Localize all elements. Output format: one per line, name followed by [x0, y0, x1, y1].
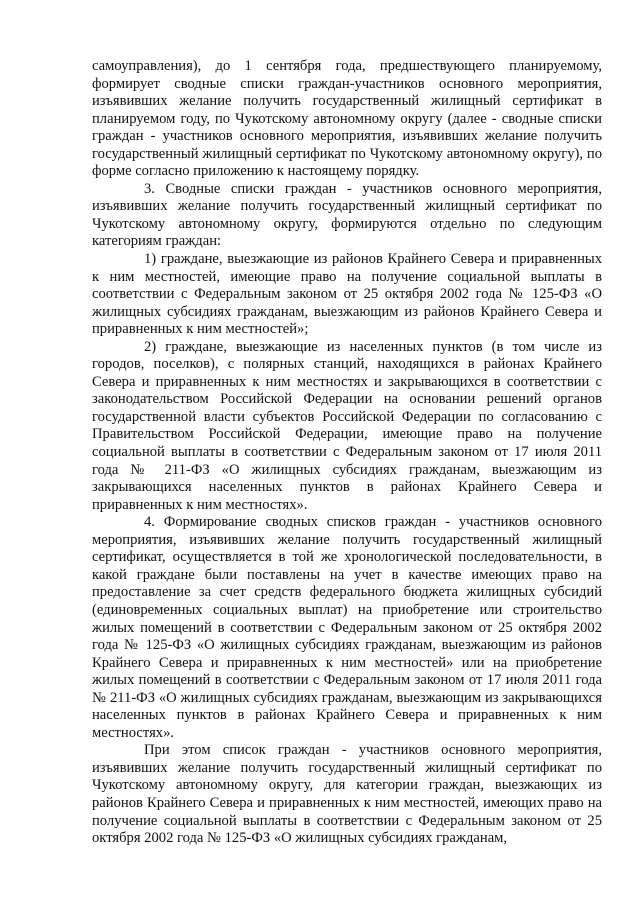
paragraph-clause-4: 4. Формирование сводных списков граждан - участников основного мероприятия, изъявивших желание получить государственный жилищный сертификат, осуществляется в той же хронологической последовательности, в какой граждане были поставлены на учет в качестве имеющих право на предоставление за счет средств федерального бюджета жилищных субсидий (единовременных социальных выплат) на приобретение или строительство жилых помещений в соответствии с Федеральным законом от 25 октября 2002 года № 125-ФЗ «О жилищных субсидиях гражданам, выезжающим из районов Крайнего Севера и приравненных к ним местностей» или на приобретение жилых помещений в соответствии с Федеральным законом от 17 июля 2011 года № 211-ФЗ «О жилищных субсидиях гражданам, выезжающим из закрывающихся населенных пунктов в районах Крайнего Севера и приравненных к ним местностях». [92, 514, 602, 741]
paragraph-continuation: самоуправления), до 1 сентября года, предшествующего планируемому, формирует сводные списки граждан-участников основного мероприятия, изъявивших желание получить государственный жилищный сертификат в планируемом году, по Чукотскому автономному округу (далее - сводные списки граждан - участников основного мероприятия, изъявивших желание получить государственный жилищный сертификат по Чукотскому автономному округу), по форме согласно приложению к настоящему порядку. [92, 58, 602, 180]
document-page [92, 58, 602, 848]
paragraph-clause-3: 3. Сводные списки граждан - участников основного мероприятия, изъявивших желание получить государственный жилищный сертификат по Чукотскому автономному округу, формируются отдельно по следующим категориям граждан: [92, 180, 602, 250]
paragraph-category-1: 1) граждане, выезжающие из районов Крайнего Севера и приравненных к ним местностей, имеющие право на получение социальной выплаты в соответствии с Федеральным законом от 25 октября 2002 года № 125-ФЗ «О жилищных субсидиях гражданам, выезжающим из районов Крайнего Севера и приравненных к ним местностей»; [92, 251, 602, 338]
paragraph-category-2: 2) граждане, выезжающие из населенных пунктов (в том числе из городов, поселков), с полярных станций, находящихся в районах Крайнего Севера и приравненных к ним местностях и закрывающихся в соответствии с законодательством Российской Федерации на основании решений органов государственной власти субъектов Российской Федерации по согласованию с Правительством Российской Федерации, имеющие право на получение социальной выплаты в соответствии с Федеральным законом от 17 июля 2011 года № 211-ФЗ «О жилищных субсидиях гражданам, выезжающим из закрывающихся населенных пунктов в районах Крайнего Севера и приравненных к ним местностях». [92, 338, 602, 513]
paragraph-list-note: При этом список граждан - участников основного мероприятия, изъявивших желание получить государственный жилищный сертификат по Чукотскому автономному округу, для категории граждан, выезжающих из районов Крайнего Севера и приравненных к ним местностей, имеющих право на получение социальной выплаты в соответствии с Федеральным законом от 25 октября 2002 года № 125-ФЗ «О жилищных субсидиях гражданам, [92, 742, 602, 847]
